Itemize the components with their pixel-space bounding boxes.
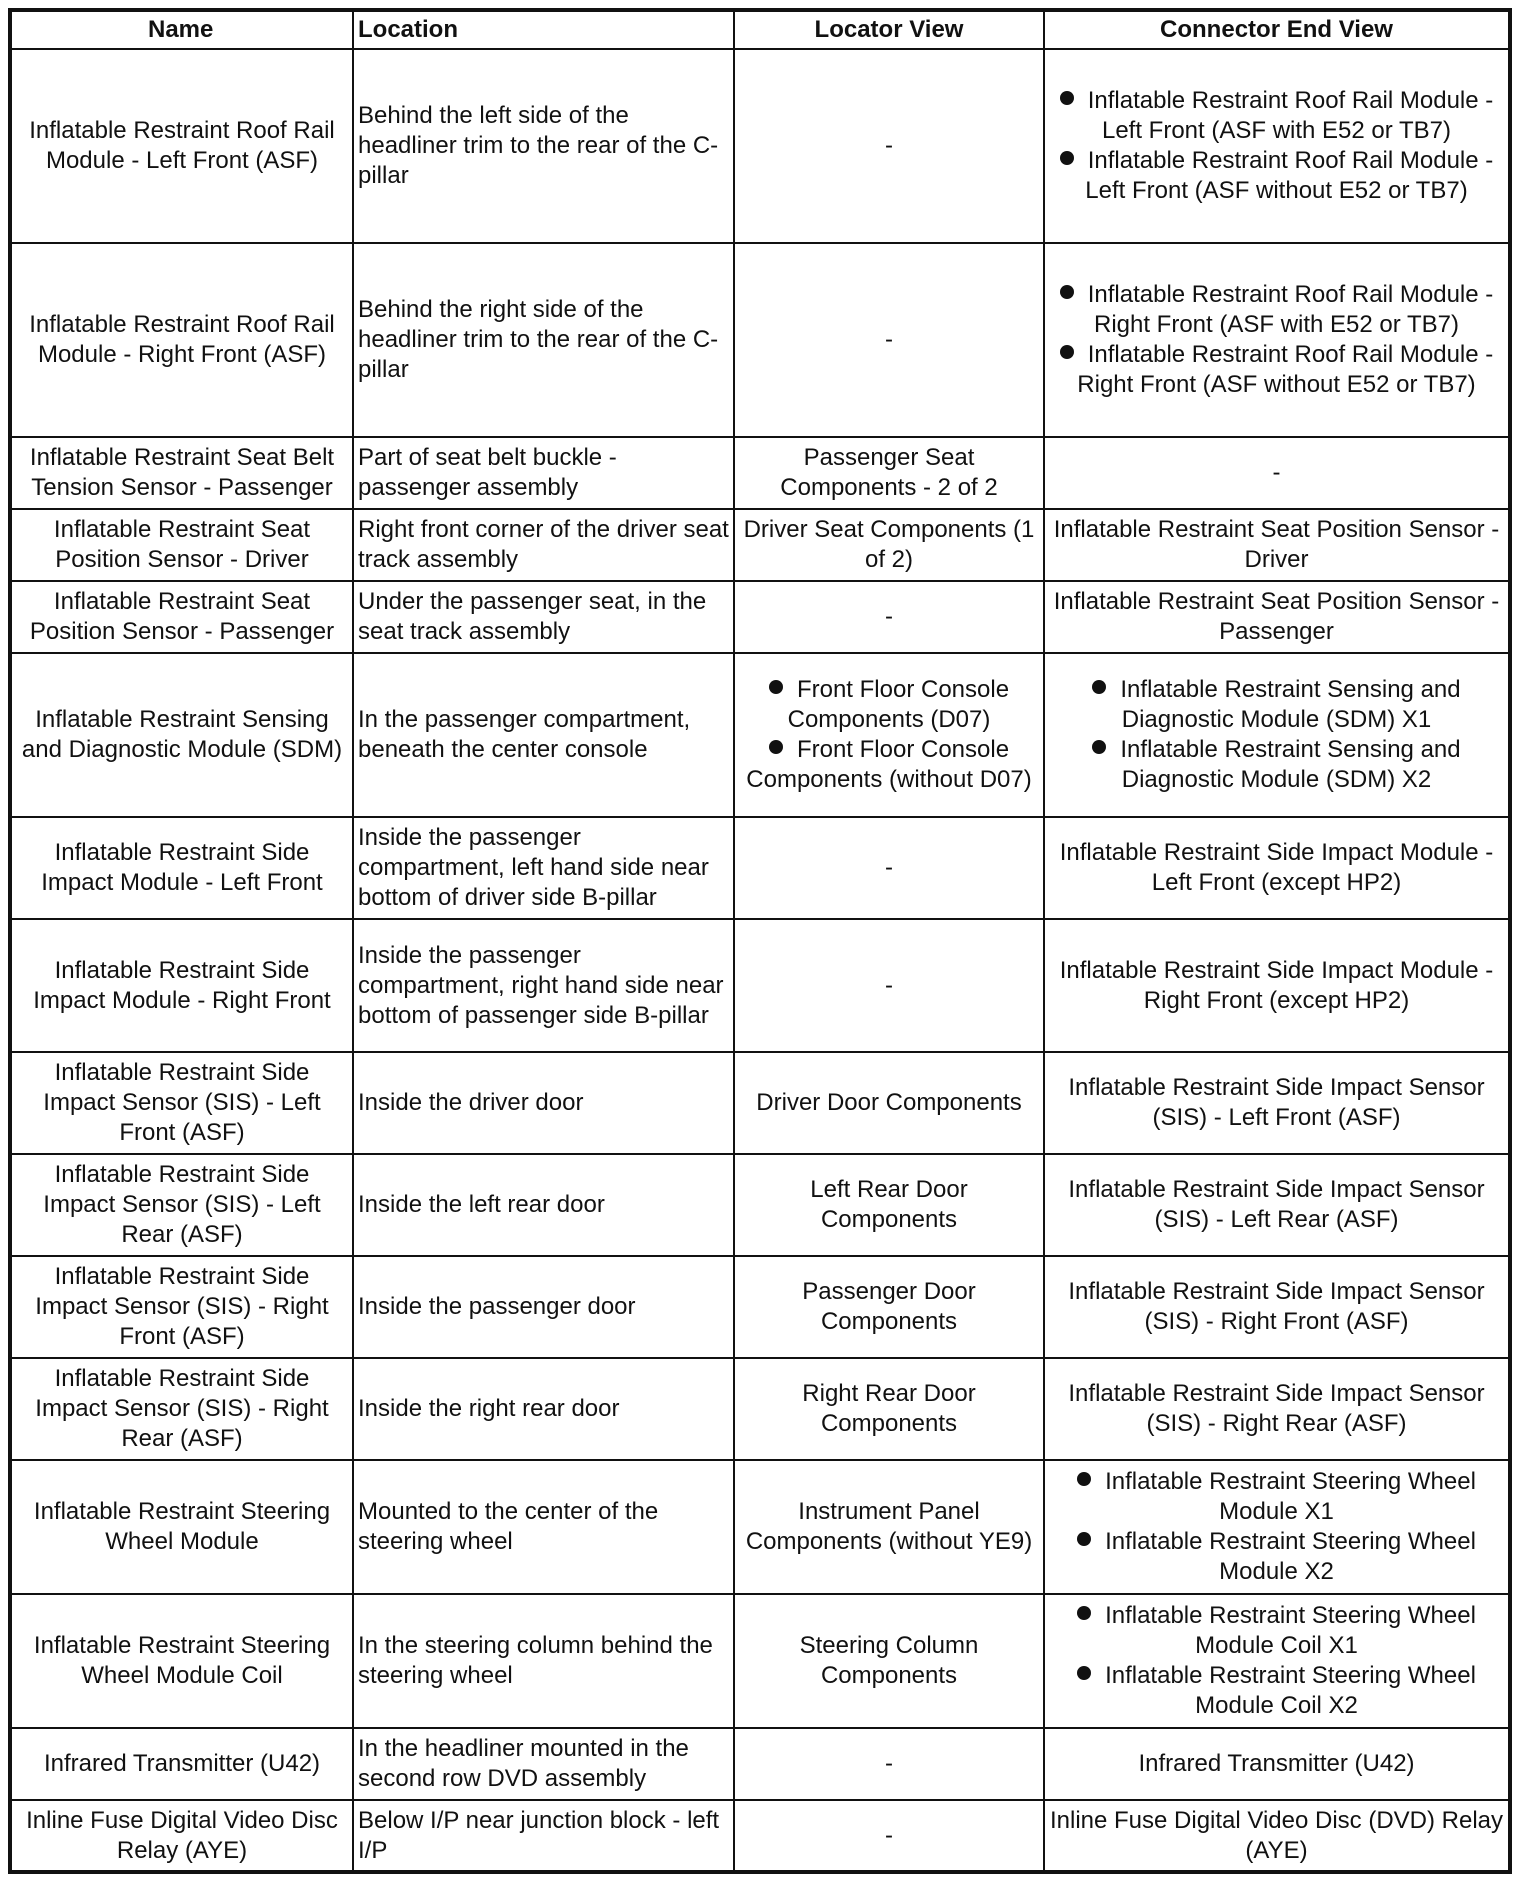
cell-name: Inflatable Restraint Roof Rail Module - Left Front (ASF) [10,49,353,243]
bullet-item [739,735,1039,795]
cell-text: Steering Column Components [799,1632,979,1689]
cell-locator-view [734,653,1044,817]
cell-name: Inline Fuse Digital Video Disc Relay (AYE) [10,1800,353,1872]
bullet-icon [1092,680,1106,694]
table-body [10,49,1510,1872]
table-row [10,1256,1510,1358]
bullet-text: Inflatable Restraint Steering Wheel Module Coil X2 [1105,1662,1476,1719]
bullet-item [739,675,1039,735]
bullet-item [1049,280,1504,340]
table-row [10,817,1510,919]
cell-locator-view [734,1256,1044,1358]
cell-locator-view [734,437,1044,509]
cell-text: - [885,1750,893,1777]
bullet-icon [769,740,783,754]
bullet-list [1049,1467,1504,1587]
cell-text: - [885,854,893,881]
cell-text: - [885,603,893,630]
cell-name: Inflatable Restraint Steering Wheel Module Coil [10,1594,353,1728]
cell-location: Below I/P near junction block - left I/P [353,1800,734,1872]
cell-location: Inside the passenger door [353,1256,734,1358]
cell-text: Inline Fuse Digital Video Disc (DVD) Relay (AYE) [1049,1806,1504,1864]
cell-text: - [885,326,893,353]
bullet-text: Front Floor Console Components (without D07) [746,736,1032,793]
cell-connector-end-view [1044,1800,1510,1872]
cell-connector-end-view [1044,1728,1510,1800]
cell-connector-end-view [1044,49,1510,243]
bullet-text: Inflatable Restraint Steering Wheel Module Coil X1 [1105,1602,1476,1659]
cell-locator-view [734,1052,1044,1154]
table-row [10,1154,1510,1256]
cell-name: Inflatable Restraint Side Impact Sensor (SIS) - Left Rear (ASF) [10,1154,353,1256]
cell-connector-end-view [1044,243,1510,437]
cell-text: Driver Seat Components (1 of 2) [743,516,1035,573]
cell-connector-end-view [1044,437,1510,509]
cell-name: Infrared Transmitter (U42) [10,1728,353,1800]
cell-location: In the passenger compartment, beneath the center console [353,653,734,817]
bullet-text: Inflatable Restraint Roof Rail Module - Left Front (ASF with E52 or TB7) [1087,87,1494,144]
header-location: Location [353,10,734,49]
cell-location: Inside the passenger compartment, left hand side near bottom of driver side B-pillar [353,817,734,919]
cell-locator-view [734,243,1044,437]
cell-name: Inflatable Restraint Seat Position Sensor - Driver [10,509,353,581]
bullet-icon [1077,1532,1091,1546]
table-row [10,581,1510,653]
cell-name: Inflatable Restraint Side Impact Module - Left Front [10,817,353,919]
cell-name: Inflatable Restraint Side Impact Sensor (SIS) - Right Front (ASF) [10,1256,353,1358]
cell-text: - [885,132,893,159]
cell-location: Inside the right rear door [353,1358,734,1460]
cell-connector-end-view [1044,919,1510,1052]
bullet-icon [1060,285,1074,299]
table-row [10,1800,1510,1872]
cell-text: - [885,1821,893,1849]
cell-connector-end-view [1044,1256,1510,1358]
cell-connector-end-view [1044,1358,1510,1460]
bullet-item [1049,1527,1504,1587]
cell-text: Inflatable Restraint Side Impact Sensor (SIS) - Right Rear (ASF) [1068,1380,1485,1437]
bullet-list [1049,1601,1504,1721]
cell-connector-end-view [1044,653,1510,817]
cell-text: Inflatable Restraint Side Impact Sensor (SIS) - Left Rear (ASF) [1068,1176,1485,1233]
header-row [10,10,1510,49]
cell-connector-end-view [1044,1460,1510,1594]
table-row [10,919,1510,1052]
cell-connector-end-view [1044,509,1510,581]
bullet-item [1049,146,1504,206]
bullet-item [1049,86,1504,146]
cell-location: In the headliner mounted in the second row DVD assembly [353,1728,734,1800]
bullet-icon [1077,1666,1091,1680]
cell-connector-end-view [1044,817,1510,919]
table-row [10,437,1510,509]
cell-text: Infrared Transmitter (U42) [1138,1750,1415,1777]
cell-locator-view [734,1460,1044,1594]
cell-locator-view [734,1800,1044,1872]
cell-locator-view [734,1358,1044,1460]
bullet-text: Inflatable Restraint Roof Rail Module - Right Front (ASF with E52 or TB7) [1087,281,1494,338]
bullet-item [1049,735,1504,795]
bullet-text: Inflatable Restraint Roof Rail Module - Left Front (ASF without E52 or TB7) [1085,147,1494,204]
cell-name: Inflatable Restraint Seat Belt Tension Sensor - Passenger [10,437,353,509]
cell-location: Part of seat belt buckle - passenger assembly [353,437,734,509]
cell-text: Right Rear Door Components [802,1380,976,1437]
cell-location: Behind the left side of the headliner trim to the rear of the C-pillar [353,49,734,243]
bullet-icon [1060,151,1074,165]
cell-locator-view [734,509,1044,581]
table-row [10,243,1510,437]
bullet-text: Front Floor Console Components (D07) [787,676,1010,733]
cell-locator-view [734,581,1044,653]
cell-connector-end-view [1044,1052,1510,1154]
bullet-icon [1060,91,1074,105]
cell-locator-view [734,817,1044,919]
cell-text: Inflatable Restraint Seat Position Sensor - Passenger [1053,588,1500,645]
cell-location: Inside the passenger compartment, right hand side near bottom of passenger side B-pillar [353,919,734,1052]
cell-location: Inside the driver door [353,1052,734,1154]
cell-location: Mounted to the center of the steering wheel [353,1460,734,1594]
bullet-icon [1092,740,1106,754]
cell-text: Passenger Seat Components - 2 of 2 [780,444,998,501]
bullet-item [1049,675,1504,735]
table-row [10,1358,1510,1460]
bullet-text: Inflatable Restraint Sensing and Diagnostic Module (SDM) X2 [1120,736,1461,793]
cell-location: Right front corner of the driver seat track assembly [353,509,734,581]
bullet-icon [769,680,783,694]
table-row [10,1728,1510,1800]
table-row [10,653,1510,817]
header-connector-end-view: Connector End View [1044,10,1510,49]
cell-text: Instrument Panel Components (without YE9) [745,1498,1033,1555]
cell-locator-view [734,1594,1044,1728]
bullet-item [1049,1661,1504,1721]
bullet-item [1049,340,1504,400]
cell-location: Inside the left rear door [353,1154,734,1256]
bullet-icon [1077,1606,1091,1620]
table-row [10,49,1510,243]
header-name: Name [10,10,353,49]
table-row [10,1460,1510,1594]
cell-name: Inflatable Restraint Side Impact Sensor (SIS) - Left Front (ASF) [10,1052,353,1154]
bullet-text: Inflatable Restraint Sensing and Diagnostic Module (SDM) X1 [1120,676,1461,733]
cell-text: Inflatable Restraint Side Impact Module - Right Front (except HP2) [1059,956,1494,1014]
cell-text: Inflatable Restraint Side Impact Module - Left Front (except HP2) [1059,839,1494,896]
bullet-item [1049,1467,1504,1527]
cell-location: Behind the right side of the headliner trim to the rear of the C-pillar [353,243,734,437]
bullet-list [1049,280,1504,400]
cell-locator-view [734,49,1044,243]
bullet-list [1049,675,1504,795]
bullet-icon [1077,1472,1091,1486]
header-locator-view: Locator View [734,10,1044,49]
cell-name: Inflatable Restraint Roof Rail Module - Right Front (ASF) [10,243,353,437]
bullet-list [1049,86,1504,206]
cell-text: Inflatable Restraint Seat Position Sensor - Driver [1053,516,1500,573]
cell-locator-view [734,919,1044,1052]
cell-locator-view [734,1728,1044,1800]
cell-name: Inflatable Restraint Seat Position Sensor - Passenger [10,581,353,653]
cell-locator-view [734,1154,1044,1256]
cell-connector-end-view [1044,1594,1510,1728]
cell-name: Inflatable Restraint Sensing and Diagnostic Module (SDM) [10,653,353,817]
cell-connector-end-view [1044,1154,1510,1256]
cell-location: Under the passenger seat, in the seat track assembly [353,581,734,653]
bullet-text: Inflatable Restraint Steering Wheel Module X2 [1105,1528,1476,1585]
component-locator-table [8,8,1512,1874]
cell-text: Driver Door Components [756,1089,1022,1116]
bullet-text: Inflatable Restraint Steering Wheel Module X1 [1105,1468,1476,1525]
bullet-icon [1060,345,1074,359]
cell-text: Passenger Door Components [802,1278,976,1335]
cell-location: In the steering column behind the steering wheel [353,1594,734,1728]
cell-text: - [1272,459,1281,486]
table-row [10,1594,1510,1728]
bullet-list [739,675,1039,795]
cell-name: Inflatable Restraint Side Impact Sensor (SIS) - Right Rear (ASF) [10,1358,353,1460]
cell-name: Inflatable Restraint Steering Wheel Module [10,1460,353,1594]
bullet-text: Inflatable Restraint Roof Rail Module - Right Front (ASF without E52 or TB7) [1077,341,1494,398]
cell-name: Inflatable Restraint Side Impact Module - Right Front [10,919,353,1052]
table-row [10,1052,1510,1154]
cell-text: Inflatable Restraint Side Impact Sensor (SIS) - Left Front (ASF) [1068,1074,1485,1131]
cell-text: Inflatable Restraint Side Impact Sensor (SIS) - Right Front (ASF) [1068,1278,1485,1335]
bullet-item [1049,1601,1504,1661]
cell-connector-end-view [1044,581,1510,653]
table-row [10,509,1510,581]
cell-text: Left Rear Door Components [810,1176,968,1233]
cell-text: - [885,971,893,999]
